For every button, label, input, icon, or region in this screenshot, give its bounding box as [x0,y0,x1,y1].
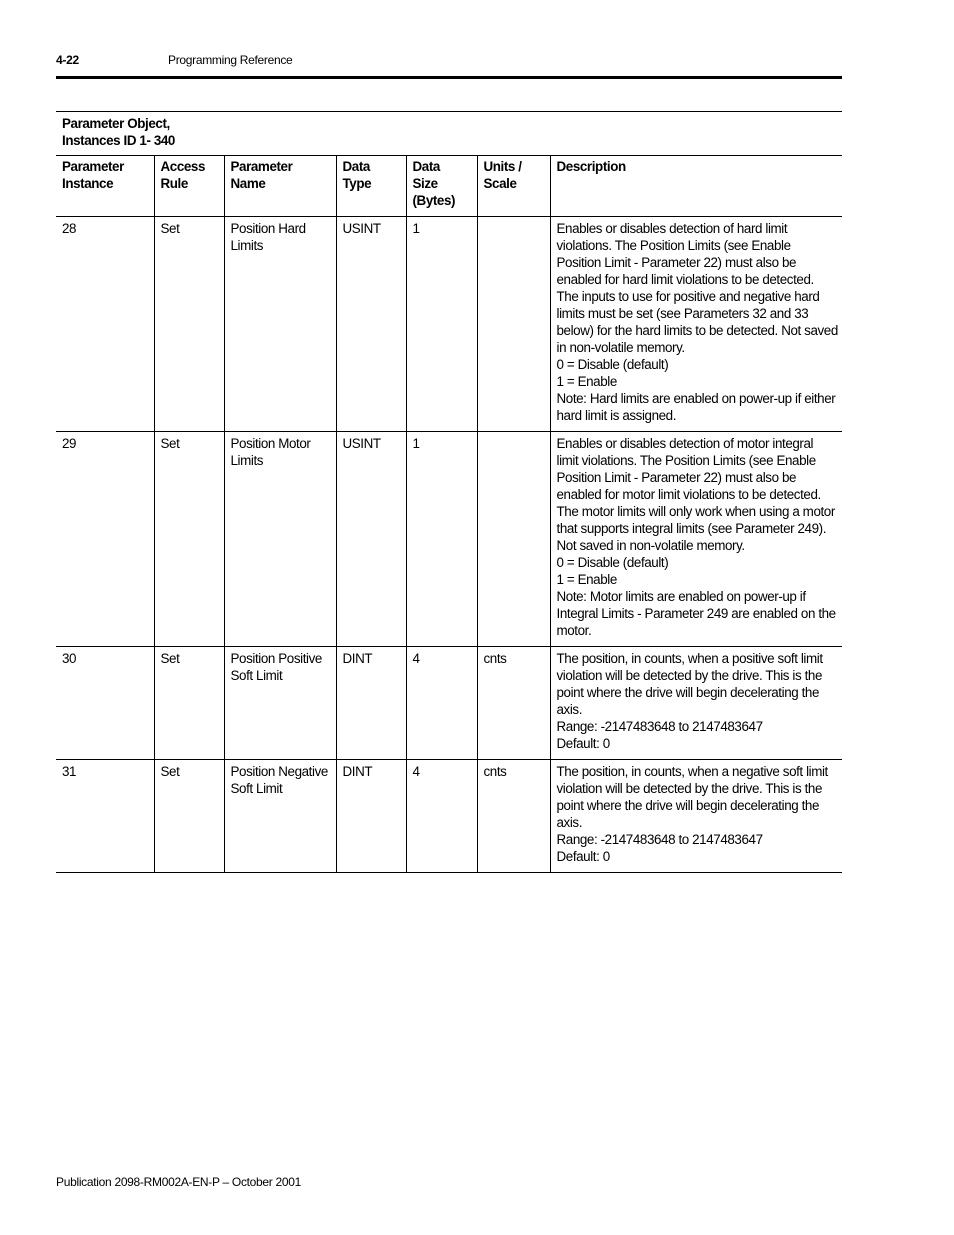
column-header-access-rule [154,156,224,217]
column-header-text: Instance [62,176,114,191]
cell-size: 1 [406,217,477,432]
cell-instance: 28 [56,217,154,432]
running-head: Programming Reference [168,53,293,67]
column-header-text: Rule [160,176,188,191]
cell-type: USINT [336,217,406,432]
table-caption-line: Parameter Object, [62,116,170,131]
description-line: 1 = Enable [556,374,617,389]
parameter-table [56,111,842,873]
cell-instance: 31 [56,760,154,873]
description-line: Default: 0 [556,736,610,751]
description-line: 1 = Enable [556,572,617,587]
cell-name: Position Hard Limits [224,217,336,432]
cell-size: 4 [406,760,477,873]
table-row [56,647,842,760]
description-line: Range: -2147483648 to 2147483647 [556,832,763,847]
column-header-text: Name [230,176,266,191]
description-line: The position, in counts, when a negative soft limit violation will be detected by the drive. This is the point where the drive will begin decelerating the axis. [556,764,828,830]
cell-access: Set [154,760,224,873]
page-footer: Publication 2098-RM002A-EN-P – October 2001 [56,1175,302,1189]
description-line: Enables or disables detection of hard limit violations. The Position Limits (see Enable Position Limit - Parameter 22) must also be enabled for hard limit violations to be detected. The inputs to use for positive and negative hard limits must be set (see Parameters 32 and 33 below) for the hard limits to be detected. Not saved in non-volatile memory. [556,221,838,355]
description-line: Note: Motor limits are enabled on power-up if Integral Limits - Parameter 249 are enabled on the motor. [556,589,836,638]
cell-units: cnts [477,760,550,873]
cell-instance: 30 [56,647,154,760]
table-row [56,432,842,647]
cell-description [550,217,842,432]
cell-name: Position Negative Soft Limit [224,760,336,873]
column-header-description [550,156,842,217]
cell-size: 4 [406,647,477,760]
description-line: Default: 0 [556,849,610,864]
cell-access: Set [154,432,224,647]
column-header-text: Parameter [230,159,293,174]
cell-description [550,647,842,760]
cell-access: Set [154,647,224,760]
column-header-text: Description [556,159,626,174]
column-header-text: Parameter [62,159,124,174]
column-header-text: Units / [483,159,522,174]
column-header-parameter-instance [56,156,154,217]
cell-size: 1 [406,432,477,647]
column-header-text: Data [342,159,370,174]
description-line: 0 = Disable (default) [556,555,669,570]
description-line: 0 = Disable (default) [556,357,669,372]
cell-units [477,217,550,432]
column-header-text: Scale [483,176,517,191]
table-caption-line: Instances ID 1- 340 [62,133,175,148]
cell-name: Position Positive Soft Limit [224,647,336,760]
description-line: Enables or disables detection of motor integral limit violations. The Position Limits (see Enable Position Limit - Parameter 22) must also be enabled for motor limit violations to be detected. The motor limits will only work when using a motor that supports integral limits (see Parameter 249). Not saved in non-volatile memory. [556,436,835,553]
column-header-text: (Bytes) [412,193,456,208]
cell-type: USINT [336,432,406,647]
page-header [56,52,842,79]
column-header-data-type [336,156,406,217]
column-header-text: Access [160,159,206,174]
cell-units [477,432,550,647]
cell-name: Position Motor Limits [224,432,336,647]
table-caption [56,112,842,156]
column-header-text: Type [342,176,372,191]
cell-instance: 29 [56,432,154,647]
column-header-units-scale [477,156,550,217]
table-row [56,217,842,432]
column-header-text: Size [412,176,438,191]
description-line: Range: -2147483648 to 2147483647 [556,719,763,734]
description-line: Note: Hard limits are enabled on power-up if either hard limit is assigned. [556,391,836,423]
cell-type: DINT [336,760,406,873]
table-caption-row [56,112,842,156]
description-line: The position, in counts, when a positive soft limit violation will be detected by the drive. This is the point where the drive will begin decelerating the axis. [556,651,823,717]
column-header-data-size [406,156,477,217]
column-header-text: Data [412,159,440,174]
cell-description [550,432,842,647]
cell-description [550,760,842,873]
cell-units: cnts [477,647,550,760]
column-header-row [56,156,842,217]
page-number: 4-22 [56,53,79,67]
cell-type: DINT [336,647,406,760]
table-row [56,760,842,873]
cell-access: Set [154,217,224,432]
column-header-parameter-name [224,156,336,217]
